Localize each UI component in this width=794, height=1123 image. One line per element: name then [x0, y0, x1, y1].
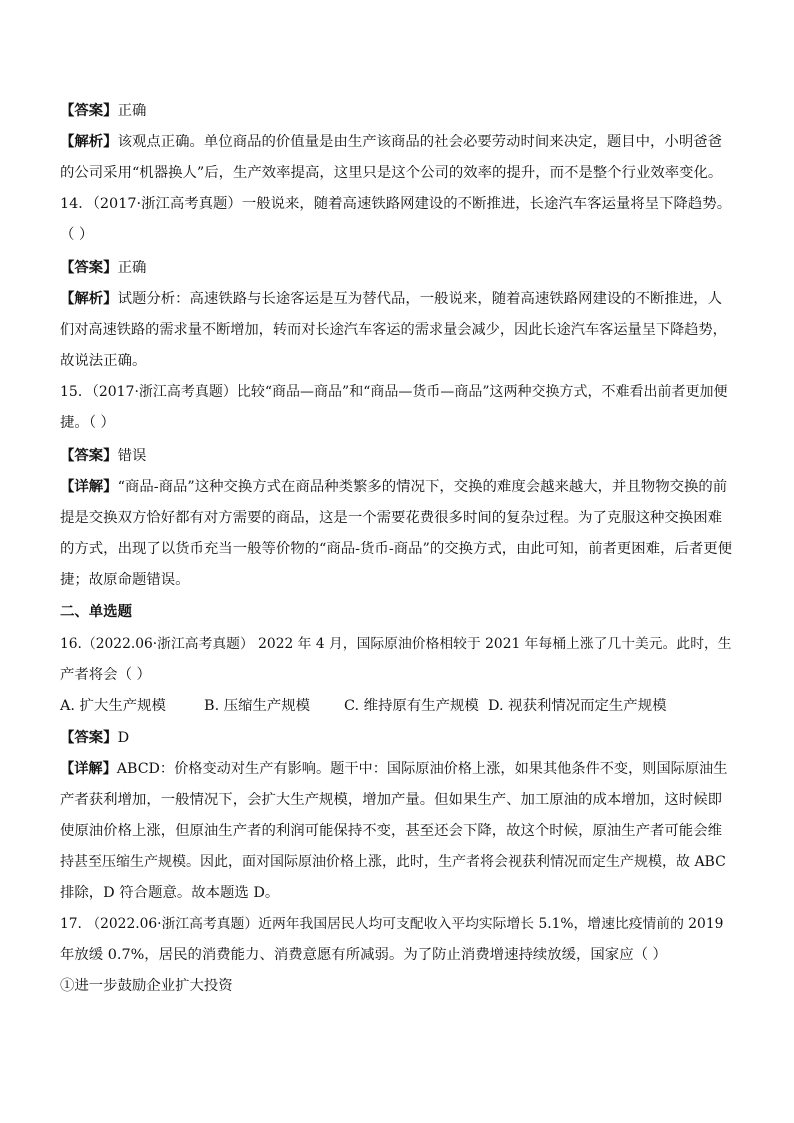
question-16-line-1	[60, 634, 732, 654]
analysis-line-16-1	[60, 759, 727, 779]
analysis-text: 的方式，出现了以货币充当一般等价物的“商品-货币-商品”的交换方式，由此可知，前者更困难，后者更便	[60, 541, 733, 557]
analysis-text: 使原油价格上涨，但原油生产者的利润可能保持不变，甚至还会下降，故这个时候，原油生产者可能会维	[60, 823, 722, 839]
analysis-text: 该观点正确。单位商品的价值量是由生产该商品的社会必要劳动时间来决定，题目中，小明爸爸	[117, 134, 722, 150]
answer-line-16	[60, 728, 129, 748]
answer-line-15	[60, 446, 146, 466]
analysis-text: “商品-商品”这种交换方式在商品种类繁多的情况下，交换的难度会越来越大，并且物物交换的前	[117, 479, 728, 495]
analysis-text: 捷；故原命题错误。	[60, 572, 190, 588]
analysis-label: 【详解】	[60, 761, 117, 777]
analysis-line-15-3	[60, 539, 732, 559]
question-16-line-2	[60, 665, 151, 685]
analysis-text: 的公司采用“机器换人”后，生产效率提高，这里只是这个公司的效率的提升，而不是整个行业效率变化。	[60, 165, 723, 181]
analysis-text: 们对高速铁路的需求量不断增加，转而对长途汽车客运的需求量会减少，因此长途汽车客运量呈下降趋势，	[60, 322, 727, 338]
option-c: C. 维持原有生产规模	[344, 698, 479, 714]
question-17-line-1	[60, 914, 723, 934]
answer-value: 错误	[117, 448, 147, 464]
question-text: （ ）	[60, 227, 94, 243]
answer-line-13	[60, 101, 146, 121]
analysis-line-16-4	[60, 852, 726, 872]
question-14-line-2	[60, 225, 93, 245]
answer-value: 正确	[117, 103, 147, 119]
question-text: 年放缓 0.7%，居民的消费能力、消费意愿有所减弱。为了防止消费增速持续放缓，国家应（ ）	[60, 947, 667, 963]
analysis-text: 产者获利增加，一般情况下，会扩大生产规模，增加产量。但如果生产、加工原油的成本增加，这时候即	[60, 792, 722, 808]
option-text: ①进一步鼓励企业扩大投资	[60, 978, 233, 994]
answer-label: 【答案】	[60, 103, 118, 119]
analysis-line-14-2	[60, 320, 727, 340]
answer-value: 正确	[117, 260, 147, 276]
option-b: B. 压缩生产规模	[204, 698, 311, 714]
analysis-line-15-4	[60, 570, 190, 590]
question-text: 16.（2022.06·浙江高考真题） 2022 年 4 月，国际原油价格相较于 2021 年每桶上涨了几十美元。此时，生	[60, 636, 732, 652]
question-text: 15．（2017·浙江高考真题）比较“商品—商品”和“商品—货币—商品”这两种交换方式，不难看出前者更加便	[60, 384, 728, 400]
analysis-label: 【详解】	[60, 479, 118, 495]
answer-label: 【答案】	[60, 730, 118, 746]
analysis-text: 试题分析：高速铁路与长途客运是互为替代品，一般说来，随着高速铁路网建设的不断推进，人	[117, 291, 722, 307]
section-title: 二、单选题	[60, 604, 132, 620]
analysis-text: 提是交换双方恰好都有对方需要的商品，这是一个需要花费很多时间的复杂过程。为了克服这种交换困难	[60, 510, 722, 526]
question-16-options	[60, 696, 666, 716]
analysis-text: 持甚至压缩生产规模。因此，面对国际原油价格上涨，此时，生产者将会视获利情况而定生产规模，故 ABC	[60, 854, 726, 870]
question-15-line-1	[60, 382, 728, 402]
question-14-line-1	[60, 194, 731, 214]
analysis-line-16-2	[60, 790, 722, 810]
question-17-line-2	[60, 945, 667, 965]
answer-line-14	[60, 258, 146, 278]
analysis-label: 【解析】	[60, 291, 118, 307]
answer-value: D	[117, 730, 130, 746]
analysis-text: ABCD：价格变动对生产有影响。题干中：国际原油价格上涨，如果其他条件不变，则国际原油生	[116, 761, 728, 777]
answer-label: 【答案】	[60, 448, 118, 464]
question-text: 捷。（ ）	[60, 415, 115, 431]
analysis-label: 【解析】	[60, 134, 118, 150]
question-text: 14．（2017·浙江高考真题）一般说来，随着高速铁路网建设的不断推进，长途汽车客运量将呈下降趋势。	[60, 196, 732, 212]
analysis-line-13-1	[60, 132, 722, 152]
answer-label: 【答案】	[60, 260, 118, 276]
question-17-option-1	[60, 976, 233, 996]
analysis-line-16-5	[60, 883, 279, 903]
option-a: A. 扩大生产规模	[60, 698, 166, 714]
analysis-text: 排除，D 符合题意。故本题选 D。	[60, 885, 280, 901]
option-d: D. 视获利情况而定生产规模	[488, 698, 667, 714]
analysis-line-16-3	[60, 821, 722, 841]
question-text: 产者将会（ ）	[60, 667, 151, 683]
analysis-line-15-1	[60, 477, 727, 497]
question-text: 17. （2022.06·浙江高考真题）近两年我国居民人均可支配收入平均实际增长 5.1%，增速比疫情前的 2019	[60, 916, 724, 932]
analysis-line-14-1	[60, 289, 722, 309]
analysis-line-15-2	[60, 508, 722, 528]
question-15-line-2	[60, 413, 115, 433]
analysis-text: 故说法正确。	[60, 353, 147, 369]
analysis-line-14-3	[60, 351, 146, 371]
analysis-line-13-2	[60, 163, 722, 183]
